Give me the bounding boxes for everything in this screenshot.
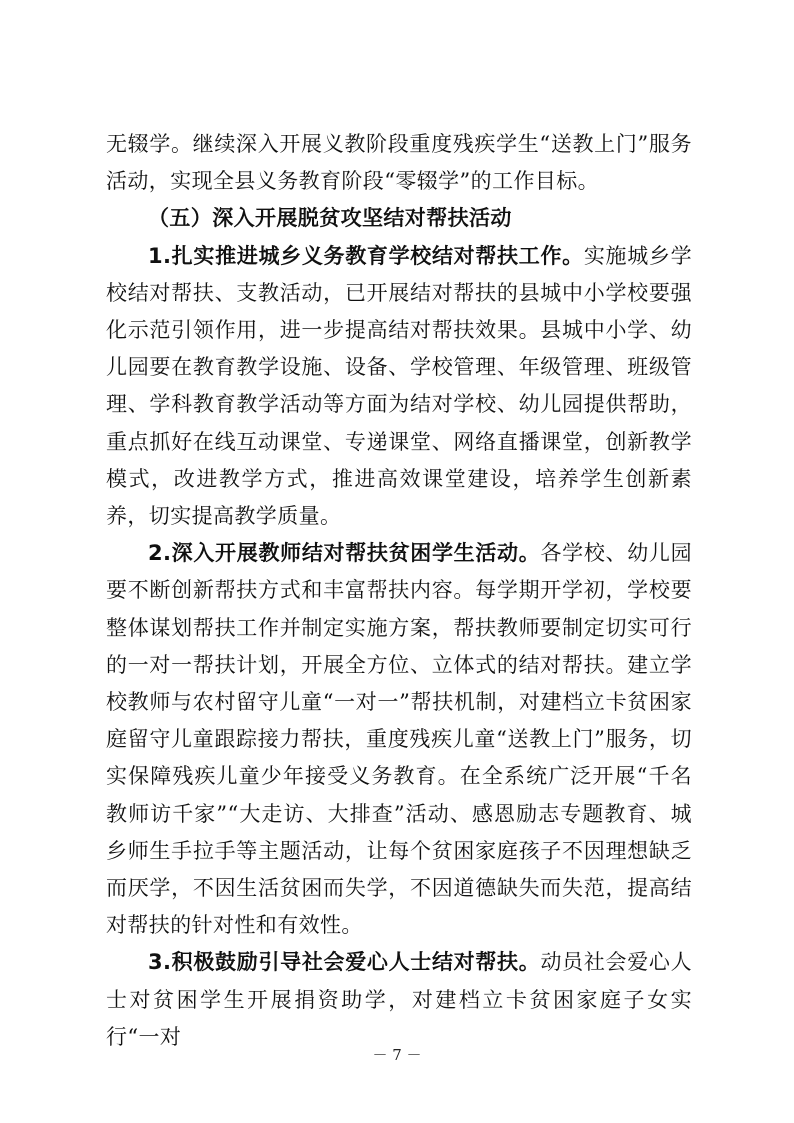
paragraph-3: [106, 944, 692, 1056]
section-heading: [106, 200, 692, 237]
paragraph-text: 无辍学。继续深入开展义教阶段重度残疾学生“送教上门”服务活动，实现全县义务教育阶段“零辍学”的工作目标。: [106, 132, 692, 194]
paragraph-text: 实施城乡学校结对帮扶、支教活动，已开展结对帮扶的县城中小学校要强化示范引领作用，进一步提高结对帮扶效果。县城中小学、幼儿园要在教育教学设施、设备、学校管理、年级管理、班级管理、学科教育教学活动等方面为结对学校、幼儿园提供帮助，重点抓好在线互动课堂、专递课堂、网络直播课堂，创新教学模式，改进教学方式，推进高效课堂建设，培养学生创新素养，切实提高教学质量。: [106, 243, 692, 529]
paragraph-text: 动员社会爱心人士对贫困学生开展捐资助学，对建档立卡贫困家庭子女实行“一对: [106, 950, 692, 1049]
paragraph-continuation: [106, 126, 692, 200]
paragraph-lead: 3.积极鼓励引导社会爱心人士结对帮扶。: [148, 950, 541, 975]
page-number: － 7 －: [372, 1046, 422, 1064]
paragraph-lead: 2.深入开展教师结对帮扶贫困学生活动。: [148, 541, 541, 566]
paragraph-text: 各学校、幼儿园要不断创新帮扶方式和丰富帮扶内容。每学期开学初，学校要整体谋划帮扶工作并制定实施方案，帮扶教师要制定切实可行的一对一帮扶计划，开展全方位、立体式的结对帮扶。建立学校教师与农村留守儿童“一对一”帮扶机制，对建档立卡贫困家庭留守儿童跟踪接力帮扶，重度残疾儿童“送教上门”服务，切实保障残疾儿童少年接受义务教育。在全系统广泛开展“千名教师访千家”“大走访、大排查”活动、感恩励志专题教育、城乡师生手拉手等主题活动，让每个贫困家庭孩子不因理想缺乏而厌学，不因生活贫困而失学，不因道德缺失而失范，提高结对帮扶的针对性和有效性。: [106, 541, 692, 938]
paragraph-lead: 1.扎实推进城乡义务教育学校结对帮扶工作。: [148, 243, 584, 268]
document-body: [106, 126, 692, 1056]
paragraph-2: [106, 535, 692, 944]
section-heading-text: （五）深入开展脱贫攻坚结对帮扶活动: [148, 206, 512, 231]
paragraph-1: [106, 238, 692, 536]
